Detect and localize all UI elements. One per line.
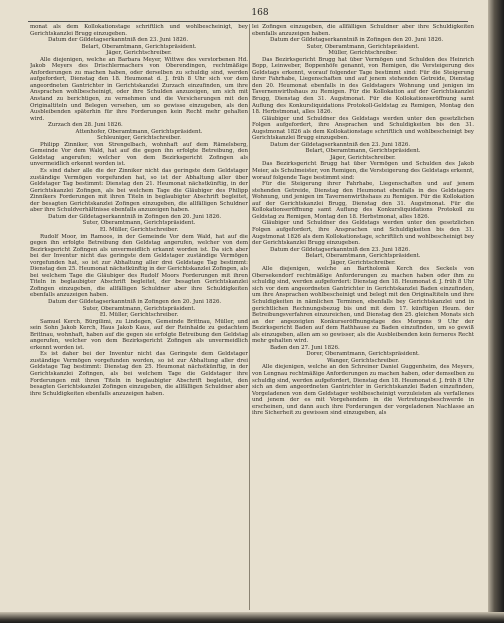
signature-line: Suter, Oberamtmann, Gerichtspräsident.: [82, 220, 196, 227]
paragraph: Das Bezirksgericht Brugg hat über Vermögen und Schulden des Heinrich Bopp, Leinweber, Boppenhöfe genannt, von Remigen, die Versteigerung des Geldstags erkennt, worauf folgender Tage bestimmt sind: Für die Steigerung ihrer Fahrhabe, Liegenschaften und auf jenem stehenden Getreide, Dienstag den 20. Heumonat ebenfalls in des Geldstagers Wohnung und jenigen im Tavernenwirthshaus zu Remigen. Für die Kollokation auf der Gerichtskanzlei Brugg, Dienstag den 31. Augstmonat. Für die Kollokationseröffnung samt Auflung des Konkursliquidations Protokoll-Geldstag zu Remigen, Montag den 18. Herbstmonat, alles 1826.: [252, 56, 474, 116]
paragraph: Es sind daher alle die der Zinniker nicht das geringste dem Geldstager zuständige Vermögen vorgefunden hat, so ist der Abhaltung aller über Geldstager Tag bestimmt: Dienstag den 21. Heumonat nächstkünftig, in der Gerichtskanzlei Zofingen, als bei welchem Tage die Gläubiger des Philipp Zinnikers Forderungen mit ihren Titeln in beglaubigter Abschrift begleitet, der besagten Gerichtskanzlei Zofingen einzugeben, die allfälligen Schuldner aber ihre Schuldverhältnisse ebenfalls anzuzeigen haben.: [30, 168, 248, 214]
paragraph: Alle diejenigen, welche an Bartholomä Kerch des Seckels von Obersekendorf rechtmäßige Anforderungen zu machen haben oder ihm zu schuldig sind, werden aufgefordert: Dienstag den 18. Heumonat d. J. früh 8 Uhr sich vor dem angeordneten Gantrichter in Gerichtskanzlei Baden einzufinden, um ihre Ansprachen wohlbescheinigt und belegt mit den Originaltiteln und ihre Schuldigkeiten in nämlichen Terminen, ebenfalls bey Gerichtskanzlei und in gerichtlichen Rechnungsbezug bis und mit dem 17. künftigen Heum. der Betreibungsverfahren einzureichen, und Dienstag den 25. gleichen Monats sich an der angezeigten Konkurseröffnungstage des Morgens 9 Uhr der Bezirksgericht Baden auf dem Rathhause zu Baden einzufinden, um so gewiß als einzugeben, allen am so gewisser, als die Ausbleibenden kein ferneres Recht mehr gehalten wird.: [252, 266, 474, 345]
paragraph: Alle diejenigen, welche an Barbara Meyer, Wittwe des verstorbenen Hd. Jakob Meyers des Drischlermachers von Oberendingen, rechtmäßige Anforderungen zu machen haben, oder derselben zu schuldig sind, werden aufgefordert, Dienstag den 18. Heumonat d. J. früh 8 Uhr sich vor dem angeordneten Gantrichter in Gerichtskanzlei Zurzach einzufinden, um ihre Ansprachen wohlbescheinigt, oder ihre Schulden anzuzeigen, um sich mit Anstand zu berichtigen, zu vernehmen und die Versicherungen mit den Originaltiteln und Belegen versehen, um so gewisse einzugeben, als den Ausbleibenden späterhin für ihre Forderungen kein Recht mehr gehalten wird.: [30, 56, 248, 122]
paragraph: Das Bezirksgericht Brugg hat über Vermögen und Schulden des Jakob Meier, als Schulmeister, von Remigen, die Versteigerung des Geldstags erkennt, worauf folgende Tage bestimmt sind:: [252, 161, 474, 181]
right-column: [252, 24, 474, 612]
signature-line: Belart, Oberamtmann, Gerichtspräsident.: [81, 43, 197, 50]
left-column: [30, 24, 248, 612]
signature-line: Dorer, Oberamtmann, Gerichtspräsident.: [306, 351, 420, 358]
signature-line: Belart, Oberamtmann, Gerichtspräsident.: [305, 148, 421, 155]
signature-line: Suter, Oberamtmann, Gerichtspräsident.: [82, 305, 196, 312]
signature-line: Attenhofer, Oberamtmann, Gerichtspräsident.: [75, 128, 203, 135]
signature-line: Belart, Oberamtmann, Gerichtspräsident.: [305, 253, 421, 260]
date-line: Zurzach den 28. Juni 1826.: [48, 122, 123, 129]
paragraph: Gläubiger und Schuldner des Geldstags werden unter den gesetzlichen Folgen aufgefordert, ihre Ansprachen und Schuldigkeiten bis den 31. Augstmonat 1826 als dem Kollokationstage schriftlich und wohlbescheinigt bey Gerichtskanzlei Brugg einzugeben.: [252, 115, 474, 142]
signature-line: El. Müller, Gerichtschreiber.: [99, 312, 179, 319]
date-line: Datum der Gildetagserkanntniß den 23. Juni 1826.: [270, 141, 411, 148]
date-line: Baden den 27. Juni 1826.: [270, 344, 340, 351]
date-line: Datum der Gildetagserkanntniß den 23. Juni 1826.: [270, 246, 411, 253]
paragraph: Gläubiger und Schuldner des Geldstags werden unter den gesetzlichen Folgen aufgefordert, ihre Ansprachen und Schuldigkeiten bis den 31. Augstmonat 1826 als dem Kollokationstage, schriftlich und wohlbescheinigt bey der Gerichtskanzlei Brugg einzugeben.: [252, 220, 474, 247]
signature-line: Wanger, Gerichtschreiber.: [327, 357, 399, 364]
signature-line: Schleuniger, Gerichtschreiber.: [96, 135, 182, 142]
date-line: Datum der Gildetagserkanntniß in Zofingen den 20. Juni 1826.: [270, 37, 444, 44]
header-rule: [28, 21, 468, 22]
date-line: Datum der Gildetagserkanntniß den 23. Juni 1826.: [48, 37, 189, 44]
paragraph: Es ist daher bei der Inventur nicht das Geringste dem Geldstager zuständige Vermögen vorgefunden worden, so ist zur Abhaltung aller drei Geldstage Tag bestimmt: Dienstag den 25. Heumonat nächstkünftig, in der Gerichtskanzlei Zofingen, als bei welchem Tage die Geldstager ihre Forderungen mit ihren Titeln in beglaubigter Abschrift begleitet, den besagten Gerichtskanzlei Zofingen einzugeben, die allfälligen Schuldner aber ihre Schuldigkeiten ebenfalls anzuzeigen haben.: [30, 351, 248, 397]
signature-line: Jäger, Gerichtschreiber.: [330, 259, 396, 266]
paragraph: Für die Steigerung ihrer Fahrhabe, Liegenschaften und auf jenem stehenden Getreide, Dienstag den Heumonat ebenfalls in des Geldstagers Wohnung, und jenigen im Tavernenwirthshaus zu Remigen. Für die Kollokation auf der Gerichtskanzlei Brugg, Dienstag den 31. Augstmonat. Für die Kollokationseröffnung samt Auflung des Konkursliquidations Protokoll zu Geldstag zu Remigen, Montag den 18. Herbstmonat, alles 1826.: [252, 181, 474, 220]
signature-line: Suter, Oberamtmann, Gerichtspräsident.: [306, 43, 420, 50]
page-bottom-shadow: [0, 612, 504, 623]
paragraph: Philipp Zinniker, von Strengelbach, wohnhaft auf dem Rämelsberg, Gemeinde Vor dem Wald, hat auf die gegen ihn erfolgte Betreibung, den Geldstag angerufen; welcher von dem Bezirksgericht Zofingen als unvermeidlich erkennt worden ist.: [30, 141, 248, 168]
date-line: Datum der Gildetagserkanntniß in Zofingen den 20. Juni 1826.: [48, 213, 222, 220]
signature-line: Müller, Gerichtschreiber.: [328, 50, 398, 57]
signature-line: Jäger, Gerichtschreiber.: [330, 154, 396, 161]
paragraph: Rudolf Moor, im Ramoos, in der Gemeinde Vor dem Wald, hat auf die gegen ihn erfolgte Betreibung den Geldstag angerufen, welcher von dem Bezirksgericht Zofingen als unvermeidlich erkannt worden ist. Da sich aber bei der Inventur nicht das geringste dem Geldstager zuständige Vermögen vorgefunden hat, so ist zur Abhaltung aller drei Geldstage Tag bestimmt: Dienstag den 25. Heumonat nächstkünftig in der Gerichtskanzlei Zofingen, als bei welchem Tage die Gläubiger des Rudolf Moors Forderungen mit ihren Titeln in beglaubigter Abschrift begleitet, der besagten Gerichtskanzlei Zofingen einzugeben, die allfälligen Schuldner aber ihre Schuldigkeiten ebenfalls anzuzeigen haben.: [30, 233, 248, 299]
paragraph: Alle diejenigen, welche an den Schreiner Daniel Guggenheim, des Meyers, von Lengnau rechtmäßige Anforderungen zu machen haben, oder demselben zu schuldig sind, werden aufgefordert, Dienstag den 18. Heumonat d. J. früh 8 Uhr sich an dem angeordneten Gantrichter in Gerichtskanzlei Baden einzufinden, Vorgeladenen von dem Geldstager wohlbescheinigt vorzuleisten als verfallenes und jenem der es mit Vorgehendem in die Vertretungsbeschwerde in erscheinen, und dann auch ihre Forderungen der vorgeladenen Nachlasse an ihre Sicherheit zu gewissen sind einzugeben, als: [252, 364, 474, 417]
paragraph: monat als dem Kollokationstage schriftlich und wohlbescheinigt, bey Gerichtskanzlei Brugg einzugeben.: [30, 24, 248, 37]
date-line: Datum der Gildetagserkanntniß in Zofingen den 20. Juni 1826.: [48, 298, 222, 305]
signature-line: Jäger, Gerichtschreiber.: [106, 50, 172, 57]
paragraph: lei Zofingen einzugeben, die allfälligen Schuldner aber ihre Schuldigkeiten ebenfalls anzuzeigen haben.: [252, 24, 474, 37]
page-number: 168: [251, 8, 269, 18]
column-divider: [249, 24, 250, 610]
signature-line: El. Müller, Gerichtschreiber.: [99, 226, 179, 233]
page-edge-shadow: [488, 0, 504, 623]
paragraph: Samuel Kerch, Bürgilimi, zu Lindegen, Gemeinde Brittnau, Müller, und sein Sohn Jakob Kerch, Haus Jakob Kaus, auf der Reinhalde zu gedachtem Brittnau, wohnhaft, haben auf die gegen sie erfolgte Betreibung den Geldstag angerufen, welcher von dem Bezirksgericht Zofingen als unvermeidlich erkennt worden ist.: [30, 318, 248, 351]
